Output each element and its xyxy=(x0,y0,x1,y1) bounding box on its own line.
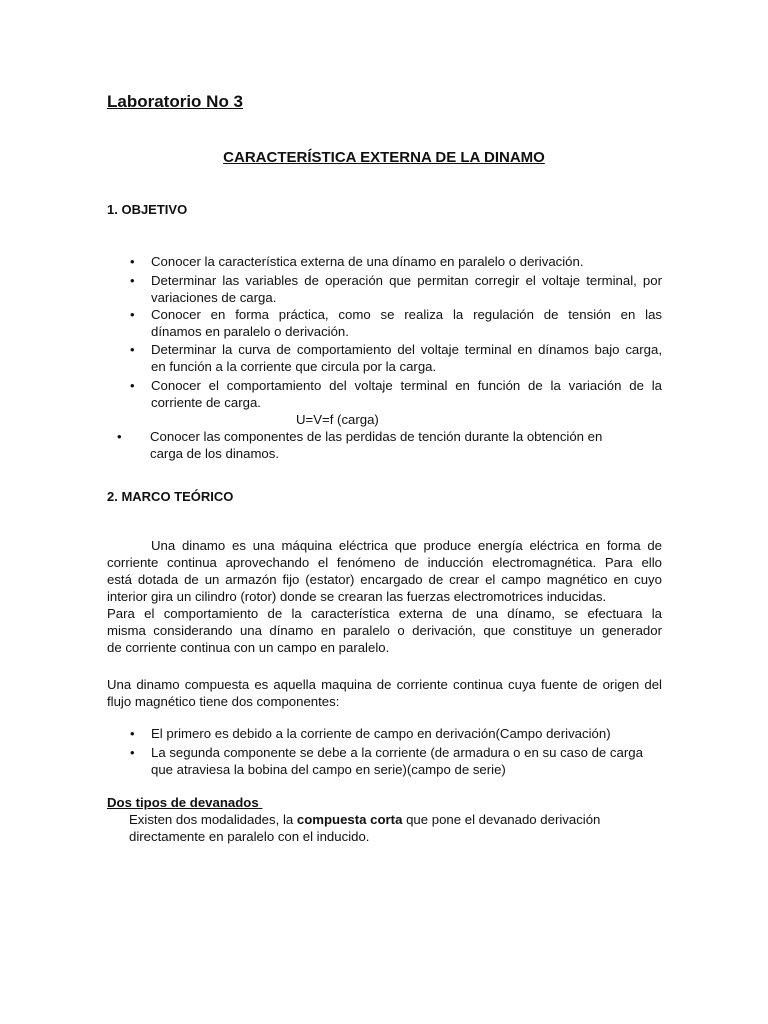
marco-heading: 2. MARCO TEÓRICO xyxy=(107,489,234,504)
bullet-icon: • xyxy=(130,726,135,741)
bullet-icon: • xyxy=(130,307,135,322)
bullet-icon: • xyxy=(130,273,135,288)
list-item: • El primero es debido a la corriente de campo en derivación(Campo derivación) xyxy=(130,726,611,741)
marco-paragraph-2: Una dinamo compuesta es aquella maquina de corriente continua cuya fuente de origen del flujo magnético tiene dos componentes: xyxy=(107,677,662,709)
formula: U=V=f (carga) xyxy=(296,412,379,427)
list-item: • Conocer la característica externa de una dínamo en paralelo o derivación. xyxy=(130,254,584,269)
devanados-heading: Dos tipos de devanados xyxy=(107,795,259,810)
list-item: • Conocer en forma práctica, como se realiza la regulación de tensión en las dínamos en paralelo o derivación. xyxy=(130,307,662,339)
list-item: • Determinar la curva de comportamiento del voltaje terminal en dínamos bajo carga, en función a la corriente que circula por la carga. xyxy=(130,342,662,374)
bullet-icon: • xyxy=(130,745,135,760)
list-item: • La segunda componente se debe a la corriente (de armadura o en su caso de carga que atraviesa la bobina del campo en serie)(campo de serie) xyxy=(130,745,643,777)
bullet-icon: • xyxy=(130,254,135,269)
bullet-icon: • xyxy=(130,342,135,357)
main-heading: CARACTERÍSTICA EXTERNA DE LA DINAMO xyxy=(223,149,545,166)
bullet-icon: • xyxy=(130,378,135,393)
document-title: Laboratorio No 3 xyxy=(107,92,244,111)
bullet-icon: • xyxy=(117,429,122,444)
last-bullet: • Conocer las componentes de las perdidas de tención durante la obtención en carga de los dinamos. xyxy=(117,429,603,461)
marco-paragraph-1: Una dinamo es una máquina eléctrica que produce energía eléctrica en forma de corriente continua aprovechando el fenómeno de inducción electromagnética. Para ello está dotada de un armazón fijo (estator) encargado de crear el campo magnético en cuyo interior gira un cilindro (rotor) donde se crearan las fuerzas electromotrices inducidas. Para el comportamiento de la característica externa de una dínamo, se efectuara la misma considerando una dínamo en paralelo o derivación, que constituye un generador de corriente continua con un campo en paralelo. xyxy=(107,538,662,655)
devanados-text: Existen dos modalidades, la compuesta corta que pone el devanado derivación directamente en paralelo con el inducido. xyxy=(129,812,601,844)
objetivo-heading: 1. OBJETIVO xyxy=(107,202,188,217)
list-item: • Conocer el comportamiento del voltaje terminal en función de la variación de la corriente de carga. xyxy=(130,378,662,410)
list-item: • Determinar las variables de operación que permitan corregir el voltaje terminal, por variaciones de carga. xyxy=(130,273,662,305)
